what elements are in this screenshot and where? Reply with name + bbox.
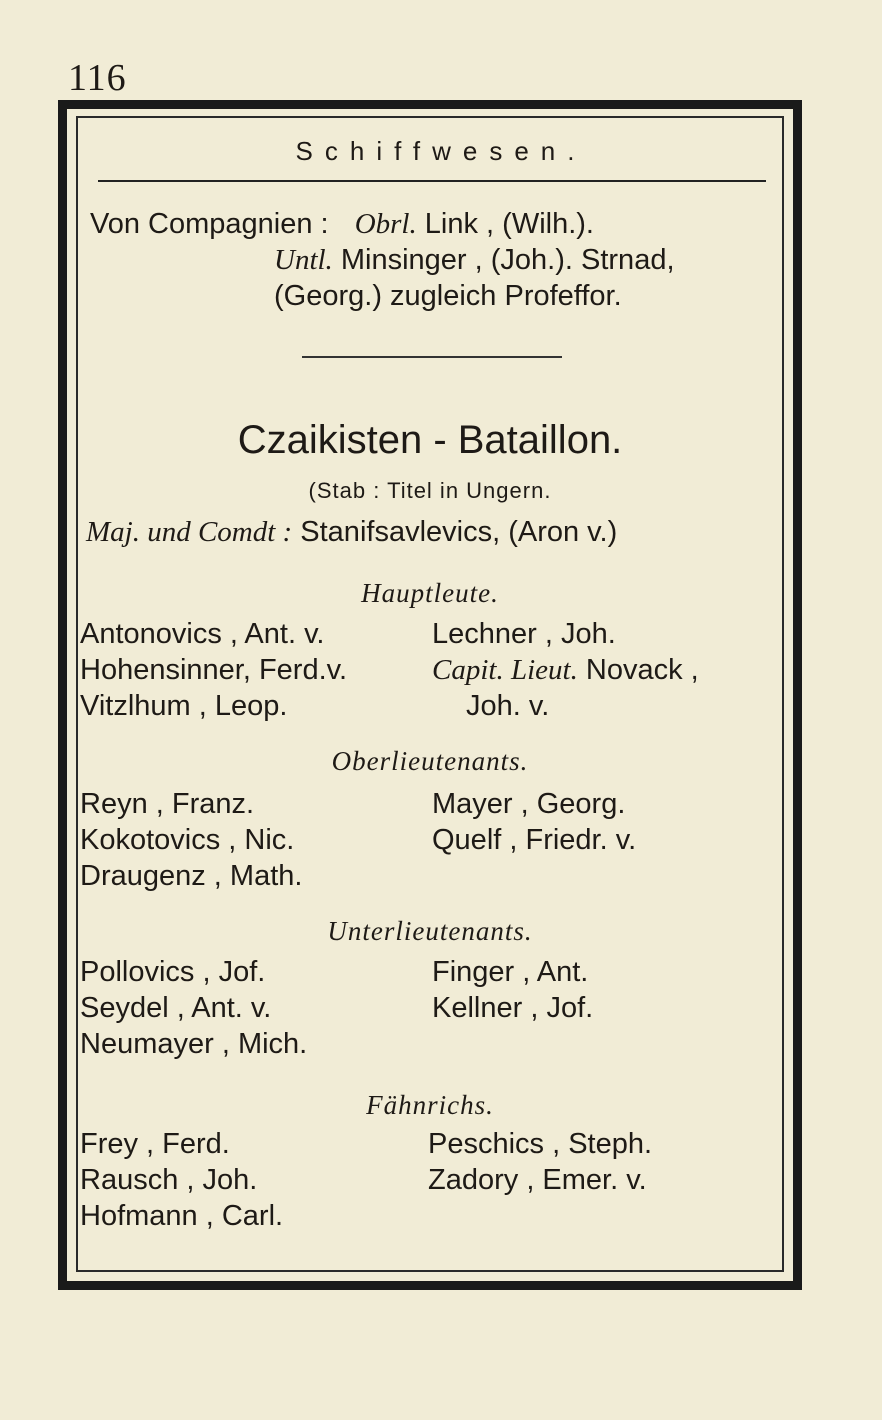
hauptleute-left-2: Hohensinner, Ferd.v. (80, 654, 348, 686)
capit-lieut-name: Novack , (585, 654, 699, 686)
section-title-schiffwesen: Schiffwesen. (295, 136, 587, 166)
ober-left-1: Reyn , Franz. (80, 788, 255, 820)
ober-left-3: Draugenz , Math. (80, 860, 303, 892)
schiffwesen-line-2 (274, 244, 675, 277)
compagnien-prefix: Von Compagnien : (90, 208, 329, 240)
faehnrich-left-3: Hofmann , Carl. (80, 1200, 284, 1232)
bataillon-title: Czaikisten - Bataillon. (237, 418, 623, 462)
rank-untl: Untl. (274, 244, 333, 276)
unter-right-1: Finger , Ant. (432, 956, 589, 988)
ober-right-1: Mayer , Georg. (432, 788, 626, 820)
name-link: Link , (Wilh.). (424, 208, 594, 240)
rank-obrl: Obrl. (354, 208, 417, 240)
schiffwesen-line-3: (Georg.) zugleich Profeffor. (274, 280, 622, 312)
faehnrich-right-1: Peschics , Steph. (428, 1128, 653, 1160)
hauptleute-left-3: Vitzlhum , Leop. (80, 690, 288, 722)
heading-faehnrichs: Fähnrichs. (366, 1090, 494, 1120)
ober-right-2: Quelf , Friedr. v. (432, 824, 637, 856)
hauptleute-right-1: Lechner , Joh. (432, 618, 616, 650)
faehnrich-left-1: Frey , Ferd. (80, 1128, 230, 1160)
stab-note: (Stab : Titel in Ungern. (308, 478, 552, 503)
unter-left-2: Seydel , Ant. v. (80, 992, 272, 1024)
ober-left-2: Kokotovics , Nic. (80, 824, 295, 856)
schiffwesen-line-1 (90, 208, 594, 241)
hauptleute-right-2 (432, 654, 699, 687)
hauptleute-left-1: Antonovics , Ant. v. (80, 618, 325, 650)
hauptleute-right-3: Joh. v. (466, 690, 550, 722)
major-rank: Maj. und Comdt : (86, 516, 293, 548)
name-minsinger: Minsinger , (Joh.). Strnad, (340, 244, 675, 276)
heading-unterlieutenants: Unterlieutenants. (327, 916, 533, 946)
unter-left-3: Neumayer , Mich. (80, 1028, 308, 1060)
faehnrich-left-2: Rausch , Joh. (80, 1164, 258, 1196)
faehnrich-right-2: Zadory , Emer. v. (428, 1164, 647, 1196)
page-number: 116 (68, 57, 127, 99)
unter-right-2: Kellner , Jof. (432, 992, 594, 1024)
heading-oberlieutenants: Oberlieutenants. (331, 746, 529, 776)
unter-left-1: Pollovics , Jof. (80, 956, 266, 988)
section-rule (98, 180, 766, 182)
major-line (86, 516, 617, 549)
major-name: Stanifsavlevics, (Aron v.) (300, 516, 618, 548)
capit-lieut-rank: Capit. Lieut. (432, 654, 578, 686)
heading-hauptleute: Hauptleute. (361, 578, 499, 608)
divider-rule (302, 356, 562, 358)
